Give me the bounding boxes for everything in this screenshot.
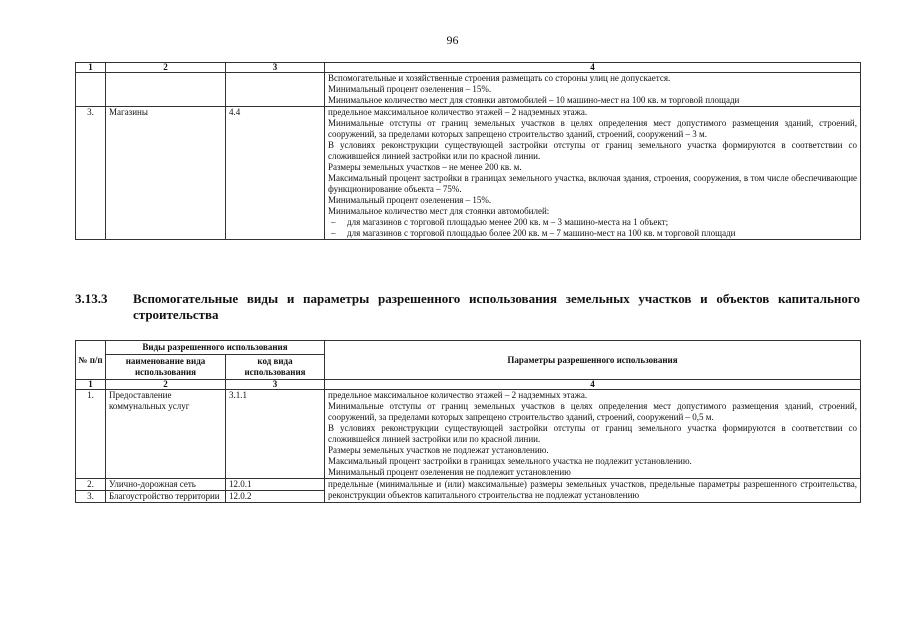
- col-number-3: 3: [226, 380, 325, 390]
- param-paragraph: В условиях реконструкции существующей застройки отступы от границ земельного участка формируются в соответствии со сложившейся линией застройки или по красной линии.: [328, 140, 857, 161]
- section-title: Вспомогательные виды и параметры разрешенного использования земельных участков и объектов капитального строительства: [133, 291, 860, 322]
- parameters-cell: [325, 390, 861, 479]
- table-row: [76, 390, 861, 479]
- column-number-row: [76, 380, 861, 390]
- header-parameters: Параметры разрешенного использования: [325, 341, 861, 380]
- list-bullet: –: [331, 228, 336, 238]
- param-paragraph: Минимальное количество мест для стоянки автомобилей:: [328, 206, 550, 216]
- param-paragraph: Максимальный процент застройки в границах земельного участка не подлежит установлению.: [328, 456, 692, 466]
- row-number-cell: [76, 73, 106, 107]
- use-name-cell: Магазины: [106, 107, 226, 240]
- list-bullet: –: [331, 217, 336, 227]
- col-number-4: 4: [325, 380, 861, 390]
- param-paragraph: предельное максимальное количество этажей – 2 надземных этажа.: [328, 107, 588, 117]
- col-number-3: 3: [226, 63, 325, 73]
- param-paragraph: Минимальный процент озеленения не подлежит установлению: [328, 467, 571, 477]
- row-number-cell: 2.: [76, 479, 106, 491]
- list-item-text: для магазинов с торговой площадью менее 200 кв. м – 3 машино-места на 1 объект;: [347, 217, 669, 227]
- col-number-2: 2: [106, 63, 226, 73]
- use-code-cell: 4.4: [226, 107, 325, 240]
- header-use-code: код вида использования: [226, 355, 325, 380]
- column-number-row: [76, 63, 861, 73]
- param-paragraph: Минимальные отступы от границ земельных участков в целях определения мест допустимого размещения зданий, строений, сооружений, за пределами которых запрещено строительство зданий, строений, сооружений – 3 м.: [328, 118, 857, 139]
- use-name-cell: [106, 73, 226, 107]
- header-row: [76, 341, 861, 355]
- auxiliary-uses-table: [75, 340, 861, 503]
- param-paragraph: Минимальный процент озеленения – 15%.: [328, 195, 492, 205]
- table-row: [76, 107, 861, 240]
- param-paragraph: Минимальные отступы от границ земельных участков в целях определения мест допустимого размещения зданий, строений, сооружений, за пределами которых запрещено строительство зданий, строений, сооружений – 0,5 м.: [328, 401, 857, 422]
- parameters-cell: [325, 73, 861, 107]
- header-use-types: Виды разрешенного использования: [106, 341, 325, 355]
- table-row: [76, 73, 861, 107]
- continuation-table: [75, 62, 861, 240]
- row-number-cell: 3.: [76, 107, 106, 240]
- param-paragraph: предельное максимальное количество этажей – 2 надземных этажа.: [328, 390, 588, 400]
- use-name-cell: Улично-дорожная сеть: [106, 479, 226, 491]
- list-item: [328, 228, 857, 239]
- param-line: Минимальный процент озеленения – 15%.: [328, 84, 492, 94]
- col-number-4: 4: [325, 63, 861, 73]
- use-code-cell: 12.0.1: [226, 479, 325, 491]
- table-row: [76, 479, 861, 491]
- header-use-name: наименование вида использования: [106, 355, 226, 380]
- header-number: № п/п: [76, 341, 106, 380]
- param-line: Вспомогательные и хозяйственные строения размещать со стороны улиц не допускается.: [328, 73, 671, 83]
- param-paragraph: Размеры земельных участков – не менее 200 кв. м.: [328, 162, 522, 172]
- param-paragraph: Размеры земельных участков не подлежат установлению.: [328, 445, 549, 455]
- use-code-cell: 3.1.1: [226, 390, 325, 479]
- page-number: 96: [446, 33, 459, 47]
- param-paragraph: В условиях реконструкции существующей застройки отступы от границ земельного участка формируются в соответствии со сложившейся линией застройки или по красной линии.: [328, 423, 857, 444]
- param-paragraph: Максимальный процент застройки в границах земельного участка, включая здания, строения, сооружения, в том числе обеспечивающие функционирование объекта – 75%.: [328, 173, 857, 194]
- use-name-cell: Предоставление коммунальных услуг: [106, 390, 226, 479]
- col-number-1: 1: [76, 63, 106, 73]
- col-number-1: 1: [76, 380, 106, 390]
- list-item: [328, 217, 857, 228]
- row-number-cell: 3.: [76, 491, 106, 503]
- section-number: 3.13.3: [75, 291, 108, 306]
- row-number-cell: 1.: [76, 390, 106, 479]
- parameters-cell: [325, 107, 861, 240]
- col-number-2: 2: [106, 380, 226, 390]
- use-code-cell: 12.0.2: [226, 491, 325, 503]
- param-line: Минимальное количество мест для стоянки автомобилей – 10 машино-мест на 100 кв. м торговой площади: [328, 95, 740, 105]
- merged-parameters-cell: предельные (минимальные и (или) максимальные) размеры земельных участков, предельные параметры разрешенного строительства, реконструкции объектов капитального строительства не подлежат установлению: [325, 479, 861, 503]
- use-code-cell: [226, 73, 325, 107]
- use-name-cell: Благоустройство территории: [106, 491, 226, 503]
- list-item-text: для магазинов с торговой площадью более 200 кв. м – 7 машино-мест на 100 кв. м торговой площади: [347, 228, 736, 238]
